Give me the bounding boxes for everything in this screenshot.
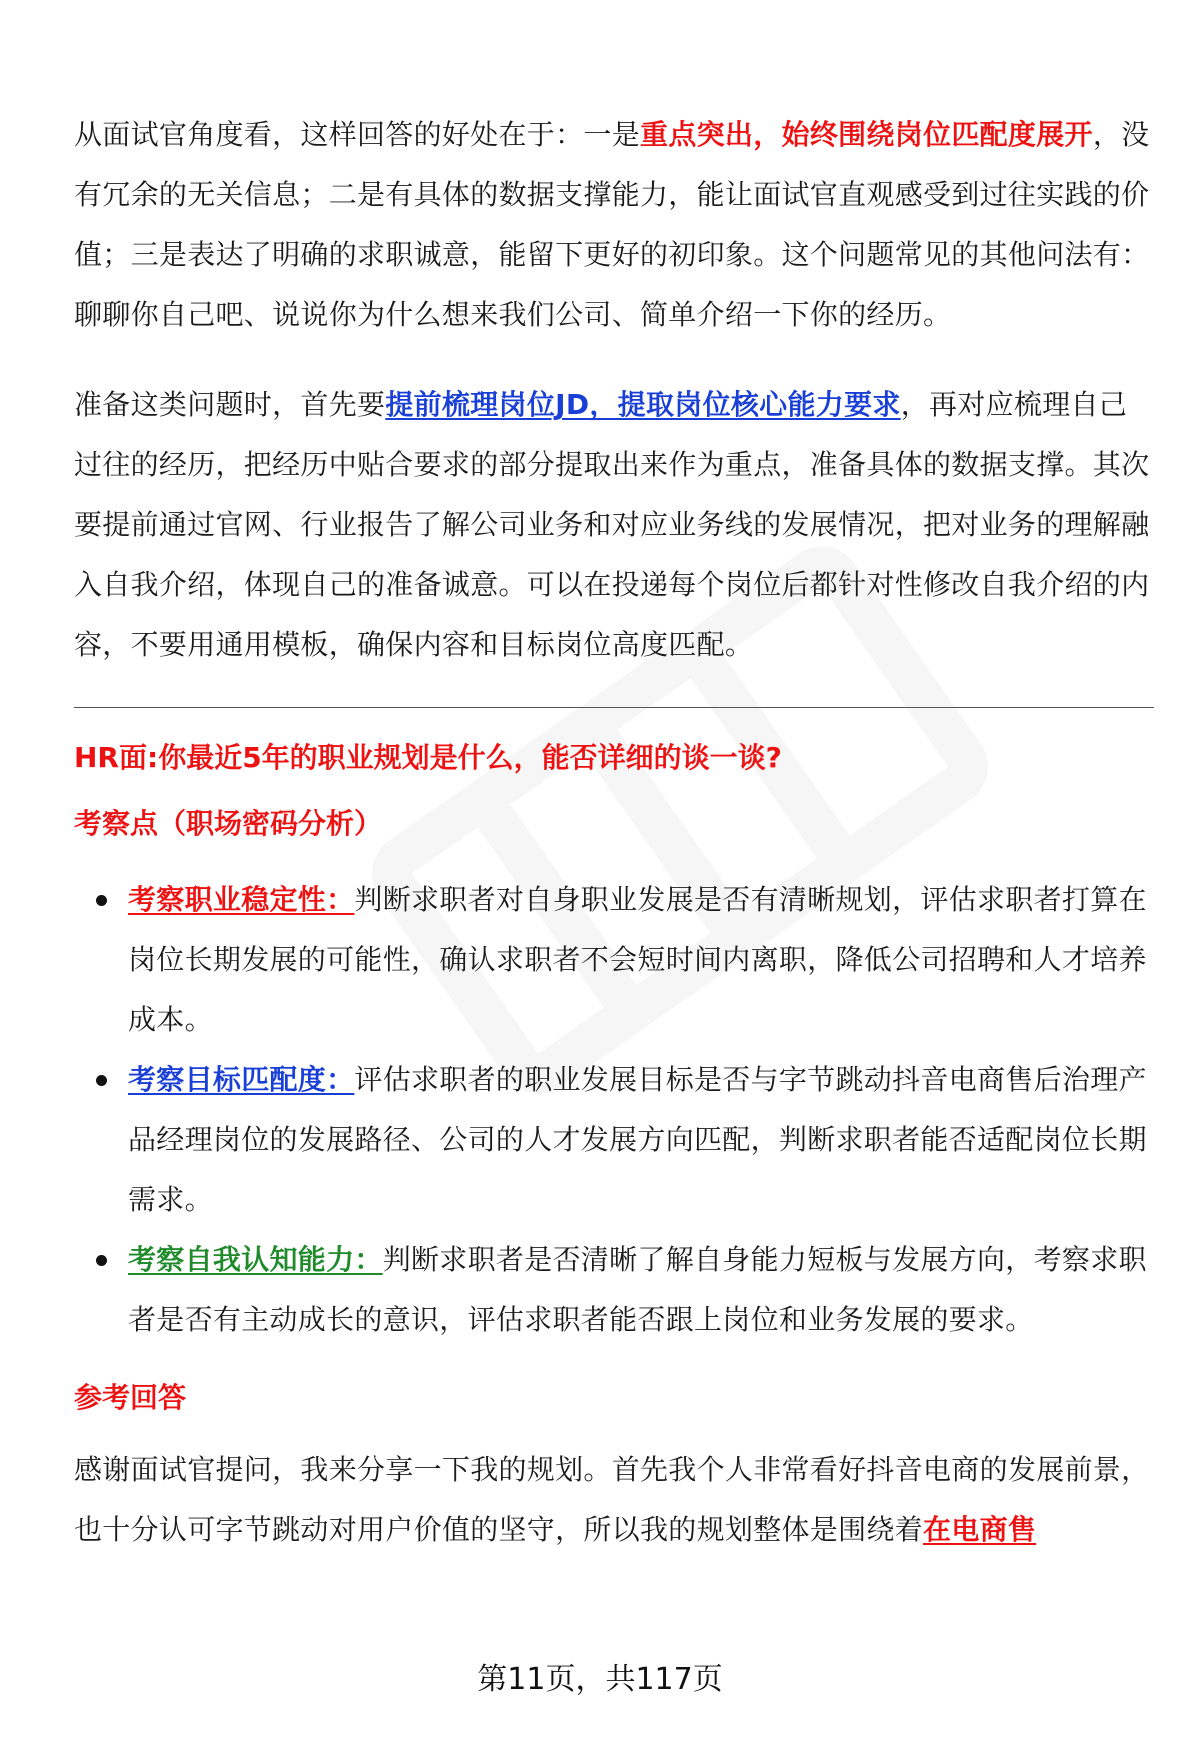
point-label: 考察自我认知能力： <box>128 1243 383 1276</box>
points-list <box>74 870 1154 1350</box>
list-item <box>74 1230 1154 1350</box>
highlight-focus: 重点突出，始终围绕岗位匹配度展开 <box>640 118 1093 151</box>
point-text: 判断求职者是否清晰了解自身能力短板与发展方向，考察求职者是否有主动成长的意识，评估求职者能否跟上岗位和业务发展的要求。 <box>128 1243 1147 1336</box>
section-divider <box>74 707 1154 708</box>
point-label: 考察职业稳定性： <box>128 883 355 916</box>
paragraph-reference-answer: 感谢面试官提问，我来分享一下我的规划。首先我个人非常看好抖音电商的发展前景，也十分认可字节跳动对用户价值的坚守，所以我的规划整体是围绕着在电商售 <box>74 1453 1150 1546</box>
bullet-icon <box>96 1075 107 1086</box>
question-heading: HR面:你最近5年的职业规划是什么，能否详细的谈一谈? <box>74 741 782 774</box>
highlight-ecommerce: 在电商售 <box>923 1513 1037 1546</box>
points-heading: 考察点（职场密码分析） <box>74 807 383 840</box>
paragraph-preparation: 准备这类问题时，首先要提前梳理岗位JD，提取岗位核心能力要求，再对应梳理自己过往的经历，把经历中贴合要求的部分提取出来作为重点，准备具体的数据支撑。其次要提前通过官网、行业报告了解公司业务和对应业务线的发展情况，把对业务的理解融入自我介绍，体现自己的准备诚意。可以在投递每个岗位后都针对性修改自我介绍的内容，不要用通用模板，确保内容和目标岗位高度匹配。 <box>74 388 1150 661</box>
point-text: 评估求职者的职业发展目标是否与字节跳动抖音电商售后治理产品经理岗位的发展路径、公司的人才发展方向匹配，判断求职者能否适配岗位长期需求。 <box>128 1063 1147 1216</box>
bullet-icon <box>96 895 107 906</box>
document-page <box>74 105 1154 1560</box>
point-label: 考察目标匹配度： <box>128 1063 355 1096</box>
bullet-icon <box>96 1255 107 1266</box>
reference-heading: 参考回答 <box>74 1381 187 1414</box>
highlight-jd: 提前梳理岗位JD，提取岗位核心能力要求 <box>385 388 901 421</box>
list-item <box>74 870 1154 1050</box>
paragraph-interviewer-view: 从面试官角度看，这样回答的好处在于：一是重点突出，始终围绕岗位匹配度展开，没有冗余的无关信息；二是有具体的数据支撑能力，能让面试官直观感受到过往实践的价值；三是表达了明确的求职诚意，能留下更好的初印象。这个问题常见的其他问法有：聊聊你自己吧、说说你为什么想来我们公司、简单介绍一下你的经历。 <box>74 118 1150 331</box>
point-text: 判断求职者对自身职业发展是否有清晰规划，评估求职者打算在岗位长期发展的可能性，确认求职者不会短时间内离职，降低公司招聘和人才培养成本。 <box>128 883 1147 1036</box>
list-item <box>74 1050 1154 1230</box>
page-number: 第11页，共117页 <box>477 1662 723 1697</box>
